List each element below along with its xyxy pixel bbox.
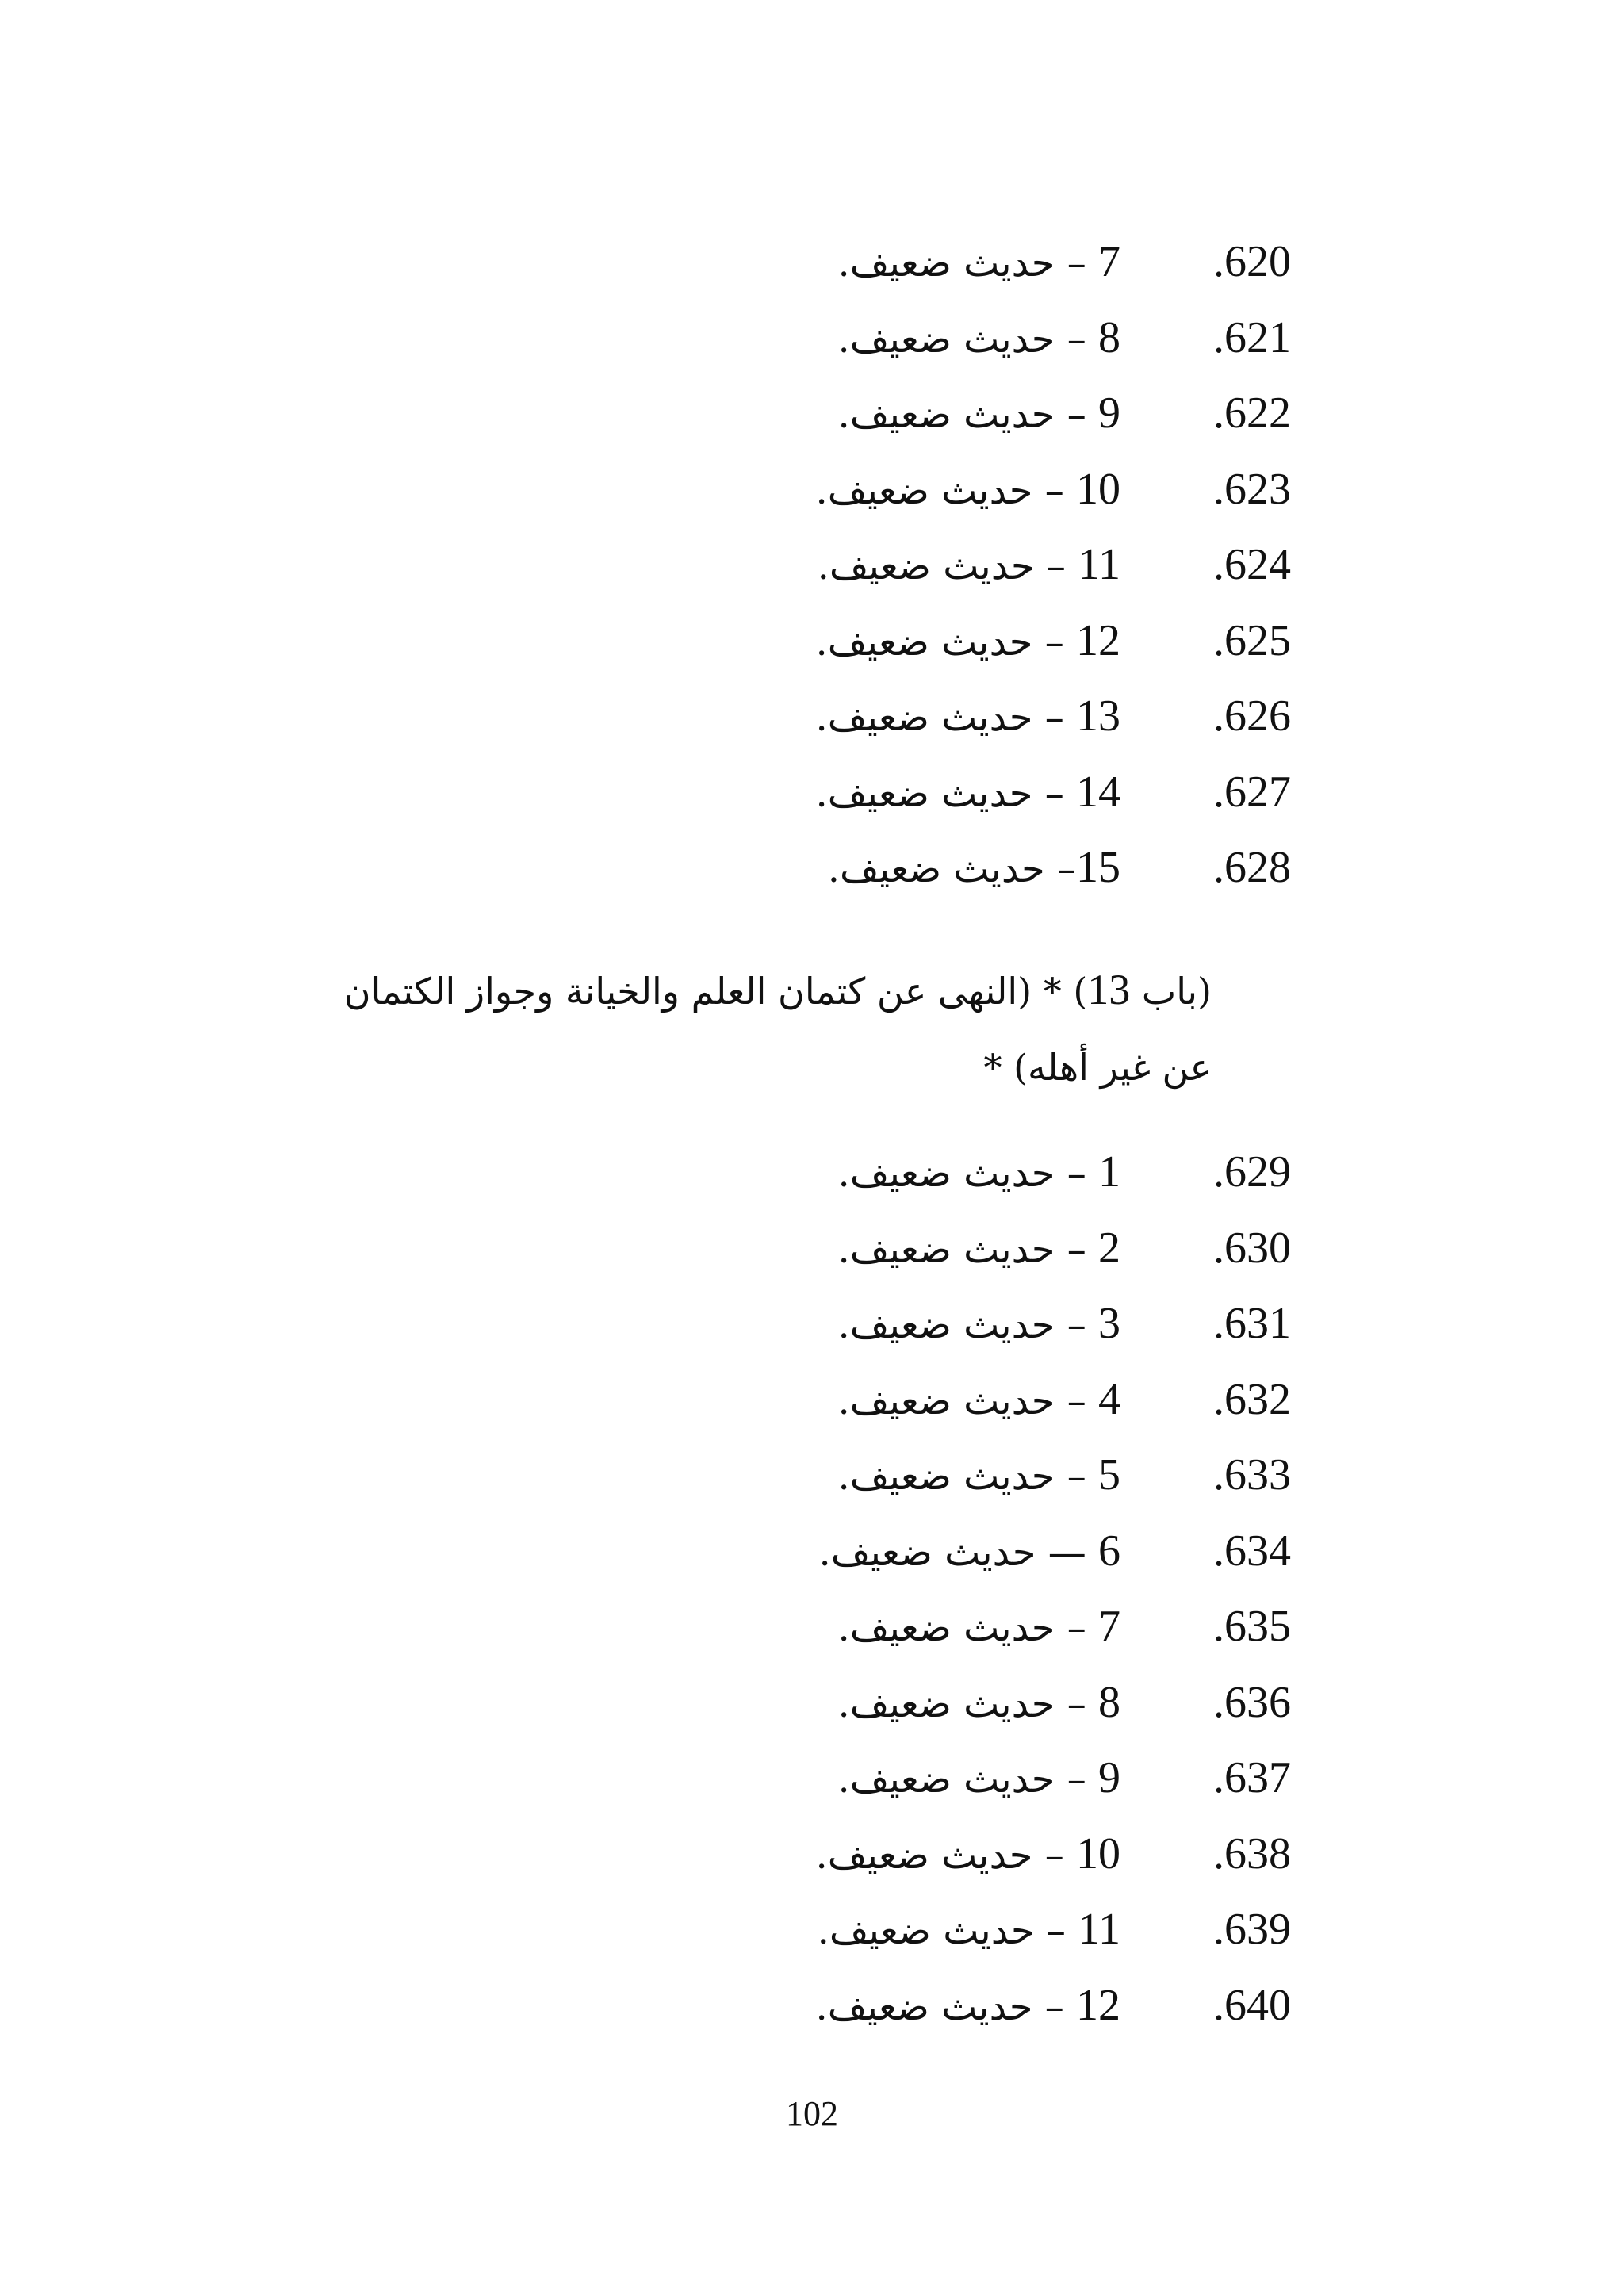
entry-sub-number: 7 [1098, 237, 1120, 286]
entry-sub-number: 9 [1098, 1753, 1120, 1802]
entry-text: 11 – حديث ضعيف. [817, 1905, 1120, 1954]
entry-number: .638 [1213, 1829, 1291, 1878]
hadith-list-section-1 [0, 232, 1624, 913]
entry-grade: حديث ضعيف. [837, 316, 1055, 362]
entry-sub-number: 14 [1076, 767, 1120, 817]
entry-grade: حديث ضعيف. [837, 1757, 1055, 1802]
entry-grade: حديث ضعيف. [815, 1833, 1033, 1878]
entry-text: 3 – حديث ضعيف. [837, 1299, 1120, 1348]
entry-sub-number: 12 [1076, 1980, 1120, 2030]
entry-grade: حديث ضعيف. [818, 1530, 1036, 1575]
list-item [0, 308, 1624, 384]
list-item [0, 232, 1624, 308]
entry-sub-number: 7 [1098, 1602, 1120, 1651]
list-item [0, 1596, 1624, 1672]
entry-grade: حديث ضعيف. [837, 1378, 1055, 1423]
entry-number: .634 [1213, 1526, 1291, 1576]
entry-grade: حديث ضعيف. [837, 1681, 1055, 1726]
entry-text: 7 – حديث ضعيف. [837, 237, 1120, 286]
chapter-heading [331, 952, 1212, 1105]
list-item [0, 1748, 1624, 1824]
list-item [0, 383, 1624, 459]
list-item [0, 1369, 1624, 1446]
entry-sub-number: 10 [1076, 1829, 1120, 1878]
entry-number: .621 [1213, 312, 1291, 362]
entry-sub-number: 11 [1078, 1905, 1120, 1954]
list-item [0, 611, 1624, 687]
entry-number: .620 [1213, 237, 1291, 286]
chapter-open: (باب [1141, 970, 1212, 1013]
entry-text: 8 – حديث ضعيف. [837, 312, 1120, 362]
entry-sub-number: 4 [1098, 1374, 1120, 1424]
list-item [0, 837, 1624, 913]
list-item [0, 1521, 1624, 1597]
entry-sub-number: 9 [1098, 389, 1120, 438]
entry-number: .627 [1213, 767, 1291, 817]
list-item [0, 459, 1624, 535]
entry-grade: حديث ضعيف. [815, 695, 1033, 740]
list-item [0, 762, 1624, 838]
entry-number: .632 [1213, 1374, 1291, 1424]
entry-text: 6 — حديث ضعيف. [818, 1526, 1120, 1576]
list-item [0, 1824, 1624, 1900]
entry-text: 12 – حديث ضعيف. [815, 1980, 1120, 2030]
entry-number: .628 [1213, 843, 1291, 892]
list-item [0, 1293, 1624, 1369]
entry-number: .631 [1213, 1299, 1291, 1348]
entry-number: .636 [1213, 1677, 1291, 1727]
entry-sub-number: 15 [1076, 843, 1120, 892]
entry-text: 5 – حديث ضعيف. [837, 1450, 1120, 1499]
entry-number: .629 [1213, 1147, 1291, 1197]
entry-sub-number: 13 [1076, 691, 1120, 741]
entry-text: 13 – حديث ضعيف. [815, 691, 1120, 741]
list-item [0, 1142, 1624, 1218]
entry-text: 9 – حديث ضعيف. [837, 389, 1120, 438]
entry-grade: حديث ضعيف. [817, 544, 1035, 588]
entry-text: 2 – حديث ضعيف. [837, 1223, 1120, 1273]
entry-text: 8 – حديث ضعيف. [837, 1677, 1120, 1727]
entry-number: .623 [1213, 464, 1291, 514]
entry-sub-number: 1 [1098, 1147, 1120, 1197]
entry-text: 4 – حديث ضعيف. [837, 1374, 1120, 1424]
entry-grade: حديث ضعيف. [837, 393, 1055, 437]
entry-number: .640 [1213, 1980, 1291, 2030]
list-item [0, 534, 1624, 611]
entry-number: .635 [1213, 1602, 1291, 1651]
entry-grade: حديث ضعيف. [837, 241, 1055, 285]
entry-sub-number: 10 [1076, 464, 1120, 514]
entry-number: .624 [1213, 540, 1291, 589]
entry-text: 7 – حديث ضعيف. [837, 1602, 1120, 1651]
entry-text: 12 – حديث ضعيف. [815, 615, 1120, 665]
entry-grade: حديث ضعيف. [815, 771, 1033, 816]
list-item [0, 686, 1624, 762]
entry-text: 10 – حديث ضعيف. [815, 1829, 1120, 1878]
entry-number: .630 [1213, 1223, 1291, 1273]
chapter-title: ) * (النهى عن كتمان العلم والخيانة وجواز الكتمان عن غير أهله) * [343, 970, 1212, 1089]
entry-grade: حديث ضعيف. [837, 1303, 1055, 1347]
entry-text: 10 – حديث ضعيف. [815, 464, 1120, 514]
entry-grade: حديث ضعيف. [815, 468, 1033, 513]
entry-number: .633 [1213, 1450, 1291, 1499]
chapter-number: 13 [1087, 966, 1131, 1013]
entry-sub-number: 8 [1098, 1677, 1120, 1727]
list-item [0, 1445, 1624, 1521]
list-item [0, 1218, 1624, 1294]
entry-text: 11 – حديث ضعيف. [817, 540, 1120, 589]
entry-sub-number: 6 [1098, 1526, 1120, 1576]
entry-grade: حديث ضعيف. [837, 1454, 1055, 1499]
entry-grade: حديث ضعيف. [815, 1984, 1033, 2029]
entry-sub-number: 8 [1098, 312, 1120, 362]
entry-sub-number: 2 [1098, 1223, 1120, 1273]
entry-number: .625 [1213, 615, 1291, 665]
entry-grade: حديث ضعيف. [815, 619, 1033, 664]
entry-grade: حديث ضعيف. [817, 1909, 1035, 1953]
entry-text: 9 – حديث ضعيف. [837, 1753, 1120, 1802]
entry-number: .622 [1213, 389, 1291, 438]
entry-sub-number: 12 [1076, 615, 1120, 665]
entry-number: .639 [1213, 1905, 1291, 1954]
entry-sub-number: 3 [1098, 1299, 1120, 1348]
entry-text: 14 – حديث ضعيف. [815, 767, 1120, 817]
hadith-list-section-2 [0, 1142, 1624, 2051]
entry-text: 1 – حديث ضعيف. [837, 1147, 1120, 1197]
entry-number: .637 [1213, 1753, 1291, 1802]
entry-text: 15– حديث ضعيف. [827, 843, 1120, 892]
list-item [0, 1899, 1624, 1975]
entry-number: .626 [1213, 691, 1291, 741]
entry-grade: حديث ضعيف. [837, 1227, 1055, 1272]
entry-sub-number: 11 [1078, 540, 1120, 589]
list-item [0, 1975, 1624, 2051]
entry-grade: حديث ضعيف. [837, 1606, 1055, 1650]
entry-grade: حديث ضعيف. [837, 1151, 1055, 1196]
list-item [0, 1672, 1624, 1748]
entry-sub-number: 5 [1098, 1450, 1120, 1499]
page-number: 102 [786, 2094, 838, 2133]
entry-grade: حديث ضعيف. [827, 847, 1045, 891]
